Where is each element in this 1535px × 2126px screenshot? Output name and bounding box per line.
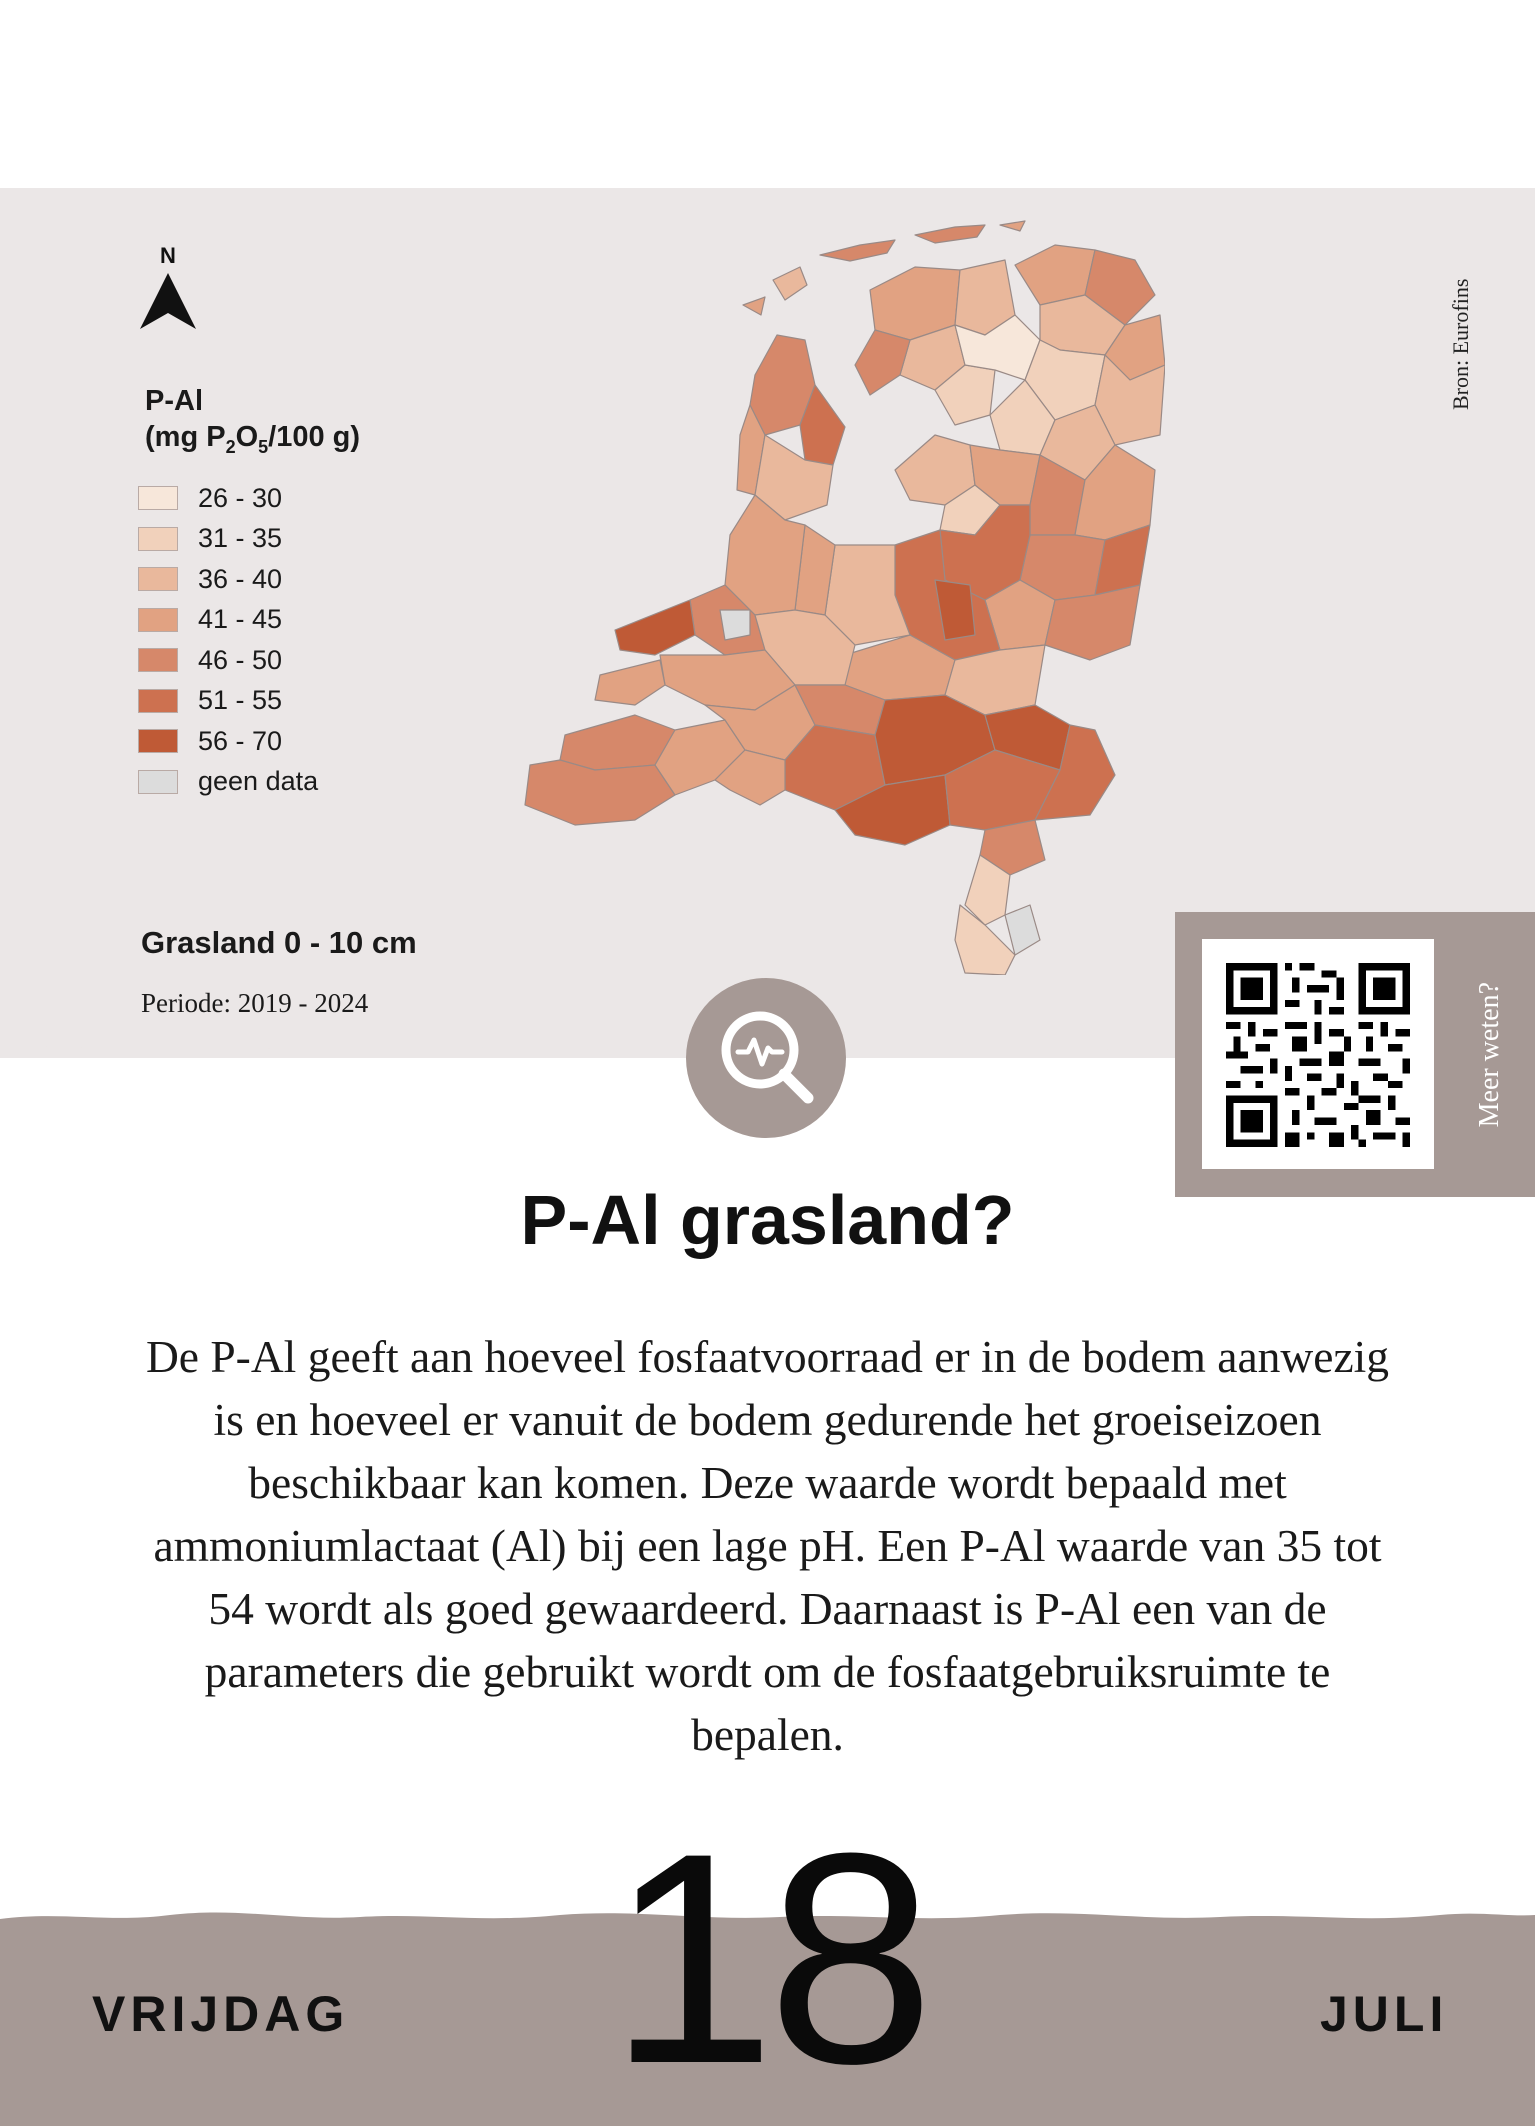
- north-arrow-icon: [140, 273, 196, 329]
- legend-swatch: [138, 567, 178, 591]
- day-number: 18: [608, 1790, 927, 2126]
- map-region: [915, 225, 985, 243]
- article-title: P-Al grasland?: [520, 1181, 1015, 1259]
- legend-item: [138, 559, 318, 600]
- legend-label: 41 - 45: [198, 604, 283, 635]
- legend-label: 46 - 50: [198, 644, 283, 675]
- legend-item: [138, 640, 318, 681]
- map-region: [615, 600, 695, 655]
- netherlands-map: [515, 205, 1165, 975]
- legend-swatch: [138, 729, 178, 753]
- legend-title-param: P-Al: [145, 385, 203, 417]
- map-region: [525, 760, 675, 825]
- map-region: [720, 610, 750, 640]
- legend-item: [138, 721, 318, 762]
- qr-code[interactable]: [1202, 939, 1434, 1169]
- map-legend: [138, 478, 318, 802]
- legend-label: 51 - 55: [198, 685, 283, 716]
- legend-swatch: [138, 689, 178, 713]
- legend-item: [138, 519, 318, 560]
- legend-title: [145, 383, 360, 465]
- map-region: [773, 267, 807, 300]
- legend-label: 26 - 30: [198, 482, 283, 513]
- map-subtitle: Grasland 0 - 10 cm: [141, 925, 417, 960]
- legend-label: 31 - 35: [198, 523, 283, 554]
- legend-swatch: [138, 486, 178, 510]
- legend-item: [138, 681, 318, 722]
- north-arrow: [138, 243, 198, 333]
- qr-card[interactable]: [1175, 912, 1535, 1197]
- qr-code-icon: [1226, 963, 1410, 1147]
- map-region: [595, 660, 665, 705]
- map-region: [855, 330, 910, 395]
- legend-label: 56 - 70: [198, 725, 283, 756]
- legend-swatch: [138, 648, 178, 672]
- weekday-label: VRIJDAG: [92, 1986, 350, 2042]
- search-pulse-icon: [686, 978, 846, 1138]
- legend-item: [138, 600, 318, 641]
- map-region: [1000, 221, 1025, 231]
- legend-swatch: [138, 608, 178, 632]
- legend-item: [138, 762, 318, 803]
- qr-label: Meer weten?: [1474, 981, 1505, 1128]
- legend-item: [138, 478, 318, 519]
- north-label: N: [160, 243, 176, 268]
- legend-swatch: [138, 770, 178, 794]
- legend-label: 36 - 40: [198, 563, 283, 594]
- source-credit: Bron: Eurofins: [1448, 278, 1473, 410]
- map-region: [1005, 905, 1040, 955]
- article-body: De P-Al geeft aan hoeveel fosfaatvoorraad er in de bodem aanwezig is en hoeveel er vanuit de bodem gedurende het groeiseizoen beschikbaar kan komen. Deze waarde wordt bepaald met ammoniumlactaat (Al) bij een lage pH. Een P-Al waarde van 35 tot 54 wordt als goed gewaardeerd. Daarnaast is P-Al een van de parameters die gebruikt wordt om de fosfaatgebruiksruimte te bepalen.: [145, 1331, 1390, 1760]
- legend-swatch: [138, 527, 178, 551]
- legend-label: geen data: [198, 766, 319, 797]
- map-period: Periode: 2019 - 2024: [141, 988, 369, 1018]
- month-label: JULI: [1320, 1986, 1449, 2042]
- legend-title-unit: (mg $P_2O_5/100$ g): [145, 421, 361, 457]
- map-region: [820, 240, 895, 261]
- map-region: [743, 297, 765, 315]
